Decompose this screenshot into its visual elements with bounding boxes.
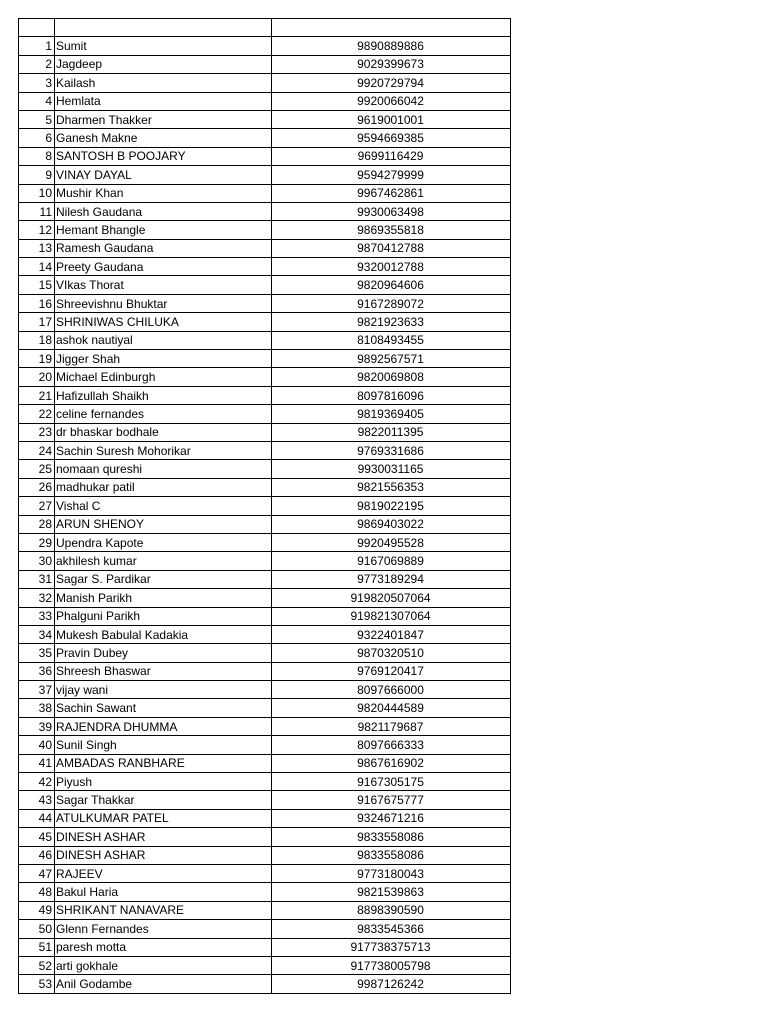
row-number-cell: 22 bbox=[19, 405, 55, 423]
name-cell: Michael Edinburgh bbox=[55, 368, 272, 386]
table-row bbox=[19, 773, 511, 791]
table-row bbox=[19, 515, 511, 533]
name-cell: Hemant Bhangle bbox=[55, 221, 272, 239]
name-cell: Mushir Khan bbox=[55, 184, 272, 202]
row-number-cell: 50 bbox=[19, 920, 55, 938]
table-row bbox=[19, 368, 511, 386]
row-number-cell: 45 bbox=[19, 828, 55, 846]
table-row bbox=[19, 74, 511, 92]
name-cell: Pravin Dubey bbox=[55, 644, 272, 662]
row-number-cell: 5 bbox=[19, 110, 55, 128]
phone-cell: 9029399673 bbox=[272, 55, 511, 73]
name-cell: Nilesh Gaudana bbox=[55, 202, 272, 220]
name-cell: arti gokhale bbox=[55, 956, 272, 974]
row-number-cell: 27 bbox=[19, 497, 55, 515]
phone-cell: 9821923633 bbox=[272, 313, 511, 331]
table-row bbox=[19, 478, 511, 496]
header-cell-name bbox=[55, 19, 272, 37]
phone-cell: 9869403022 bbox=[272, 515, 511, 533]
name-cell: RAJENDRA DHUMMA bbox=[55, 717, 272, 735]
name-cell: Piyush bbox=[55, 773, 272, 791]
name-cell: madhukar patil bbox=[55, 478, 272, 496]
phone-cell: 9987126242 bbox=[272, 975, 511, 993]
row-number-cell: 36 bbox=[19, 662, 55, 680]
table-row bbox=[19, 92, 511, 110]
phone-cell: 9833558086 bbox=[272, 828, 511, 846]
table-row bbox=[19, 956, 511, 974]
table-row bbox=[19, 828, 511, 846]
row-number-cell: 33 bbox=[19, 607, 55, 625]
table-row bbox=[19, 754, 511, 772]
name-cell: Sachin Suresh Mohorikar bbox=[55, 441, 272, 459]
phone-cell: 9821179687 bbox=[272, 717, 511, 735]
table-row bbox=[19, 625, 511, 643]
row-number-cell: 53 bbox=[19, 975, 55, 993]
name-cell: Vishal C bbox=[55, 497, 272, 515]
name-cell: VINAY DAYAL bbox=[55, 166, 272, 184]
row-number-cell: 1 bbox=[19, 37, 55, 55]
phone-cell: 9920729794 bbox=[272, 74, 511, 92]
table-row bbox=[19, 239, 511, 257]
phone-cell: 9930063498 bbox=[272, 202, 511, 220]
table-row bbox=[19, 552, 511, 570]
row-number-cell: 13 bbox=[19, 239, 55, 257]
phone-cell: 9167069889 bbox=[272, 552, 511, 570]
row-number-cell: 11 bbox=[19, 202, 55, 220]
name-cell: dr bhaskar bodhale bbox=[55, 423, 272, 441]
phone-cell: 9594279999 bbox=[272, 166, 511, 184]
table-row bbox=[19, 202, 511, 220]
table-row bbox=[19, 975, 511, 993]
name-cell: Upendra Kapote bbox=[55, 533, 272, 551]
row-number-cell: 21 bbox=[19, 386, 55, 404]
row-number-cell: 42 bbox=[19, 773, 55, 791]
phone-cell: 8898390590 bbox=[272, 901, 511, 919]
name-cell: Glenn Fernandes bbox=[55, 920, 272, 938]
row-number-cell: 10 bbox=[19, 184, 55, 202]
name-cell: DINESH ASHAR bbox=[55, 846, 272, 864]
phone-cell: 9167305175 bbox=[272, 773, 511, 791]
phone-cell: 9769331686 bbox=[272, 441, 511, 459]
table-row bbox=[19, 386, 511, 404]
name-cell: SHRIKANT NANAVARE bbox=[55, 901, 272, 919]
phone-cell: 8097666000 bbox=[272, 681, 511, 699]
row-number-cell: 14 bbox=[19, 258, 55, 276]
name-cell: Ramesh Gaudana bbox=[55, 239, 272, 257]
phone-cell: 9967462861 bbox=[272, 184, 511, 202]
phone-cell: 9822011395 bbox=[272, 423, 511, 441]
table-row bbox=[19, 147, 511, 165]
table-row bbox=[19, 37, 511, 55]
phone-cell: 9821539863 bbox=[272, 883, 511, 901]
row-number-cell: 39 bbox=[19, 717, 55, 735]
name-cell: Jagdeep bbox=[55, 55, 272, 73]
phone-cell: 9930031165 bbox=[272, 460, 511, 478]
name-cell: AMBADAS RANBHARE bbox=[55, 754, 272, 772]
name-cell: vijay wani bbox=[55, 681, 272, 699]
name-cell: Shreesh Bhaswar bbox=[55, 662, 272, 680]
row-number-cell: 25 bbox=[19, 460, 55, 478]
row-number-cell: 29 bbox=[19, 533, 55, 551]
name-cell: Bakul Haria bbox=[55, 883, 272, 901]
phone-cell: 9322401847 bbox=[272, 625, 511, 643]
table-row bbox=[19, 423, 511, 441]
phone-cell: 9833558086 bbox=[272, 846, 511, 864]
row-number-cell: 43 bbox=[19, 791, 55, 809]
phone-cell: 9773189294 bbox=[272, 570, 511, 588]
header-row bbox=[19, 19, 511, 37]
phone-cell: 8097816096 bbox=[272, 386, 511, 404]
name-cell: akhilesh kumar bbox=[55, 552, 272, 570]
phone-cell: 9594669385 bbox=[272, 129, 511, 147]
table-row bbox=[19, 276, 511, 294]
phone-cell: 8108493455 bbox=[272, 331, 511, 349]
phone-cell: 8097666333 bbox=[272, 736, 511, 754]
table-row bbox=[19, 313, 511, 331]
row-number-cell: 44 bbox=[19, 809, 55, 827]
table-row bbox=[19, 846, 511, 864]
name-cell: Sunil Singh bbox=[55, 736, 272, 754]
phone-cell: 9833545366 bbox=[272, 920, 511, 938]
table-row bbox=[19, 809, 511, 827]
row-number-cell: 46 bbox=[19, 846, 55, 864]
name-cell: ATULKUMAR PATEL bbox=[55, 809, 272, 827]
table-row bbox=[19, 294, 511, 312]
phone-cell: 9821556353 bbox=[272, 478, 511, 496]
row-number-cell: 15 bbox=[19, 276, 55, 294]
phone-cell: 919820507064 bbox=[272, 589, 511, 607]
row-number-cell: 40 bbox=[19, 736, 55, 754]
phone-cell: 9870412788 bbox=[272, 239, 511, 257]
table-row bbox=[19, 699, 511, 717]
row-number-cell: 38 bbox=[19, 699, 55, 717]
row-number-cell: 49 bbox=[19, 901, 55, 919]
row-number-cell: 41 bbox=[19, 754, 55, 772]
phone-cell: 9820444589 bbox=[272, 699, 511, 717]
table-row bbox=[19, 938, 511, 956]
name-cell: Dharmen Thakker bbox=[55, 110, 272, 128]
name-cell: SHRINIWAS CHILUKA bbox=[55, 313, 272, 331]
phone-cell: 9819022195 bbox=[272, 497, 511, 515]
row-number-cell: 8 bbox=[19, 147, 55, 165]
row-number-cell: 17 bbox=[19, 313, 55, 331]
phone-cell: 9773180043 bbox=[272, 864, 511, 882]
row-number-cell: 9 bbox=[19, 166, 55, 184]
phone-cell: 9869355818 bbox=[272, 221, 511, 239]
phone-cell: 9920066042 bbox=[272, 92, 511, 110]
table-row bbox=[19, 662, 511, 680]
table-row bbox=[19, 258, 511, 276]
name-cell: Mukesh Babulal Kadakia bbox=[55, 625, 272, 643]
table-row bbox=[19, 589, 511, 607]
table-row bbox=[19, 184, 511, 202]
header-cell-number bbox=[19, 19, 55, 37]
table-row bbox=[19, 791, 511, 809]
row-number-cell: 52 bbox=[19, 956, 55, 974]
table-row bbox=[19, 405, 511, 423]
name-cell: Phalguni Parikh bbox=[55, 607, 272, 625]
phone-cell: 919821307064 bbox=[272, 607, 511, 625]
table-row bbox=[19, 920, 511, 938]
row-number-cell: 47 bbox=[19, 864, 55, 882]
row-number-cell: 31 bbox=[19, 570, 55, 588]
name-cell: SANTOSH B POOJARY bbox=[55, 147, 272, 165]
phone-cell: 9167675777 bbox=[272, 791, 511, 809]
table-row bbox=[19, 331, 511, 349]
name-cell: Sagar Thakkar bbox=[55, 791, 272, 809]
table-row bbox=[19, 570, 511, 588]
table-row bbox=[19, 166, 511, 184]
row-number-cell: 48 bbox=[19, 883, 55, 901]
name-cell: Sachin Sawant bbox=[55, 699, 272, 717]
table-row bbox=[19, 717, 511, 735]
name-cell: Kailash bbox=[55, 74, 272, 92]
name-cell: paresh motta bbox=[55, 938, 272, 956]
row-number-cell: 37 bbox=[19, 681, 55, 699]
contact-table bbox=[18, 18, 511, 994]
phone-cell: 9619001001 bbox=[272, 110, 511, 128]
row-number-cell: 20 bbox=[19, 368, 55, 386]
name-cell: ARUN SHENOY bbox=[55, 515, 272, 533]
phone-cell: 9819369405 bbox=[272, 405, 511, 423]
name-cell: Shreevishnu Bhuktar bbox=[55, 294, 272, 312]
phone-cell: 9820964606 bbox=[272, 276, 511, 294]
name-cell: Hafizullah Shaikh bbox=[55, 386, 272, 404]
row-number-cell: 51 bbox=[19, 938, 55, 956]
phone-cell: 917738005798 bbox=[272, 956, 511, 974]
name-cell: Manish Parikh bbox=[55, 589, 272, 607]
phone-cell: 9890889886 bbox=[272, 37, 511, 55]
table-row bbox=[19, 607, 511, 625]
table-row bbox=[19, 129, 511, 147]
table-row bbox=[19, 460, 511, 478]
phone-cell: 9167289072 bbox=[272, 294, 511, 312]
name-cell: Jigger Shah bbox=[55, 350, 272, 368]
phone-cell: 9769120417 bbox=[272, 662, 511, 680]
row-number-cell: 24 bbox=[19, 441, 55, 459]
table-row bbox=[19, 883, 511, 901]
phone-cell: 9820069808 bbox=[272, 368, 511, 386]
name-cell: ashok nautiyal bbox=[55, 331, 272, 349]
table-row bbox=[19, 644, 511, 662]
header-cell-phone bbox=[272, 19, 511, 37]
name-cell: celine fernandes bbox=[55, 405, 272, 423]
name-cell: Hemlata bbox=[55, 92, 272, 110]
phone-cell: 9320012788 bbox=[272, 258, 511, 276]
row-number-cell: 6 bbox=[19, 129, 55, 147]
table-row bbox=[19, 533, 511, 551]
name-cell: Sagar S. Pardikar bbox=[55, 570, 272, 588]
contact-table-body bbox=[19, 19, 511, 994]
row-number-cell: 26 bbox=[19, 478, 55, 496]
name-cell: RAJEEV bbox=[55, 864, 272, 882]
phone-cell: 9870320510 bbox=[272, 644, 511, 662]
name-cell: DINESH ASHAR bbox=[55, 828, 272, 846]
name-cell: Sumit bbox=[55, 37, 272, 55]
table-row bbox=[19, 681, 511, 699]
phone-cell: 9324671216 bbox=[272, 809, 511, 827]
row-number-cell: 23 bbox=[19, 423, 55, 441]
phone-cell: 9920495528 bbox=[272, 533, 511, 551]
row-number-cell: 2 bbox=[19, 55, 55, 73]
name-cell: VIkas Thorat bbox=[55, 276, 272, 294]
table-row bbox=[19, 110, 511, 128]
table-row bbox=[19, 350, 511, 368]
phone-cell: 9892567571 bbox=[272, 350, 511, 368]
table-row bbox=[19, 441, 511, 459]
row-number-cell: 32 bbox=[19, 589, 55, 607]
row-number-cell: 3 bbox=[19, 74, 55, 92]
row-number-cell: 4 bbox=[19, 92, 55, 110]
table-row bbox=[19, 55, 511, 73]
row-number-cell: 18 bbox=[19, 331, 55, 349]
row-number-cell: 12 bbox=[19, 221, 55, 239]
row-number-cell: 30 bbox=[19, 552, 55, 570]
name-cell: Preety Gaudana bbox=[55, 258, 272, 276]
phone-cell: 9699116429 bbox=[272, 147, 511, 165]
row-number-cell: 19 bbox=[19, 350, 55, 368]
table-row bbox=[19, 736, 511, 754]
name-cell: Anil Godambe bbox=[55, 975, 272, 993]
table-row bbox=[19, 497, 511, 515]
phone-cell: 917738375713 bbox=[272, 938, 511, 956]
table-row bbox=[19, 901, 511, 919]
name-cell: Ganesh Makne bbox=[55, 129, 272, 147]
table-row bbox=[19, 221, 511, 239]
row-number-cell: 34 bbox=[19, 625, 55, 643]
table-row bbox=[19, 864, 511, 882]
row-number-cell: 35 bbox=[19, 644, 55, 662]
row-number-cell: 28 bbox=[19, 515, 55, 533]
name-cell: nomaan qureshi bbox=[55, 460, 272, 478]
phone-cell: 9867616902 bbox=[272, 754, 511, 772]
row-number-cell: 16 bbox=[19, 294, 55, 312]
